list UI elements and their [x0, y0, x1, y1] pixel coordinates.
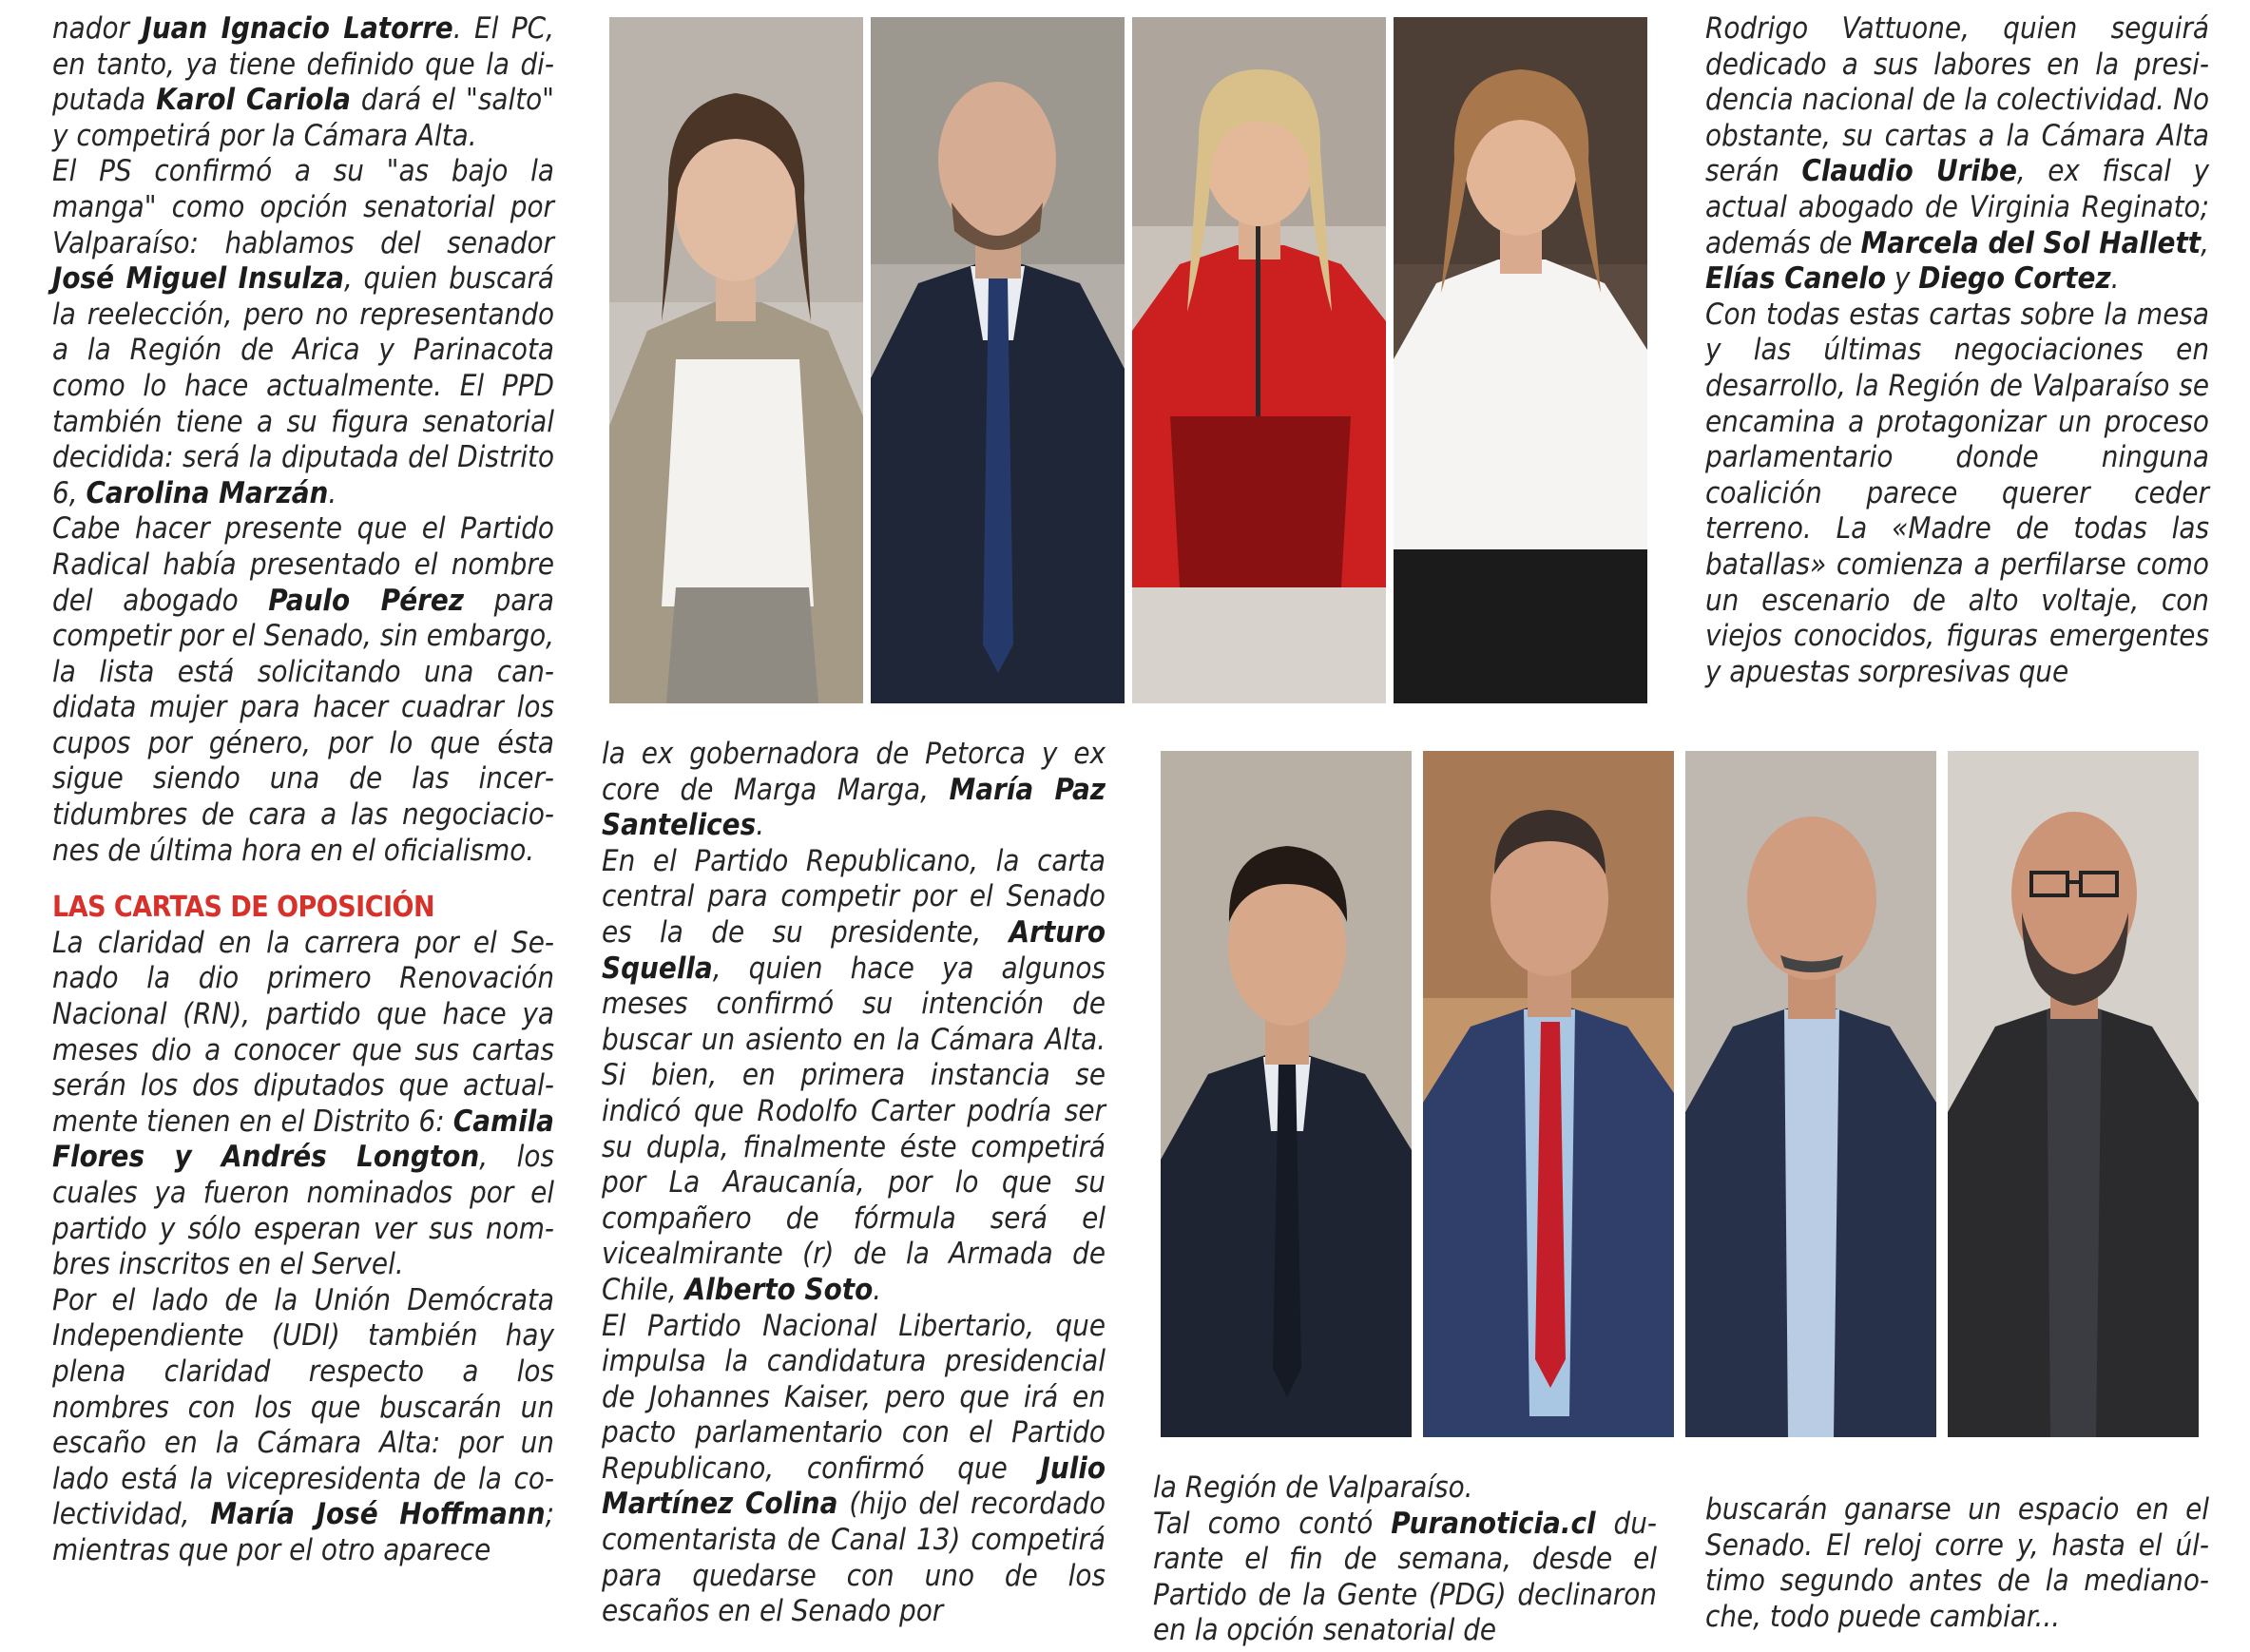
bold-name: Julio Martínez Colina	[602, 1450, 1106, 1522]
bold-name: José Miguel Insulza	[52, 261, 344, 297]
article-column-3	[1153, 1470, 1657, 1649]
article-column-4	[1705, 11, 2209, 690]
col3-paragraph-2: Tal como contó Puranoticia.cl durante el fin de semana, desde el Partido de la Gente (PDG) declinaron en la opción senatorial de	[1153, 1506, 1657, 1648]
bold-name: Diego Cortez	[1918, 261, 2111, 297]
bold-name: María Paz Santelices	[602, 772, 1106, 843]
bold-name: Puranoticia.cl	[1391, 1506, 1596, 1541]
col1-paragraph-1: nador Juan Ignacio Latorre. El PC, en tanto, ya tiene definido que la diputada Karol Cariola dará el "salto" y competirá por la Cámara Alta.	[52, 11, 555, 153]
col2-paragraph-1: la ex gobernadora de Petorca y ex core de Marga Marga, María Paz Santelices.	[602, 737, 1106, 843]
col5-paragraph-1: buscarán ganarse un espacio en el Senado. El reloj corre y, hasta el último segundo antes de la medianoche, todo puede cambiar...	[1705, 1492, 2209, 1634]
section-heading: LAS CARTAS DE OPOSICIÓN	[52, 891, 435, 925]
col1-paragraph-3: Cabe hacer presente que el Partido Radical había presentado el nombre del abogado Paulo Pérez para competir por el Senado, sin embargo, la lista está solicitando una candidata mujer para hacer cuadrar los cupos por género, por lo que ésta sigue siendo una de las incertidumbres de cara a las negociaciones de última hora en el oficialismo.	[52, 511, 554, 868]
article-column-2	[602, 737, 1106, 1630]
candidate-photo-1	[609, 17, 863, 703]
col4-paragraph-1: Rodrigo Vattuone, quien seguirá dedicado a sus labores en la presidencia nacional de la colectividad. No obstante, su cartas a la Cámara Alta serán Claudio Uribe, ex fiscal y actual abogado de Virginia Reginato; además de Marcela del Sol Hallett, Elías Canelo y Diego Cortez.	[1705, 11, 2209, 297]
col2-paragraph-3: El Partido Nacional Libertario, que impulsa la candidatura presidencial de Johannes Kaiser, pero que irá en pacto parlamentario con el Partido Republicano, confirmó que Julio Martínez Colina (hijo del recordado comentarista de Canal 13) competirá para quedarse con uno de los escaños en el Senado por	[602, 1308, 1106, 1629]
candidate-photo-8	[1948, 751, 2199, 1437]
candidate-photo-2	[871, 17, 1125, 703]
bold-name: Marcela del Sol Hallett	[1860, 225, 2202, 260]
article-column-1	[52, 11, 554, 1569]
bold-name: Camila Flores y Andrés Longton	[52, 1104, 554, 1175]
bold-name: Claudio Uribe	[1801, 154, 2017, 189]
candidate-photo-4	[1394, 17, 1647, 703]
candidate-photo-5	[1161, 751, 1412, 1437]
bold-name: Paulo Pérez	[268, 583, 465, 618]
bold-name: Elías Canelo	[1705, 261, 1887, 297]
bold-name: Arturo Squella	[602, 914, 1106, 986]
bold-name: Juan Ignacio Latorre	[142, 11, 453, 46]
bold-name: Alberto Soto	[684, 1272, 874, 1307]
col2-paragraph-2: En el Partido Republicano, la carta central para competir por el Senado es la de su presidente, Arturo Squella, quien hace ya algunos meses confirmó su intención de buscar un asiento en la Cámara Alta. Si bien, en primera instancia se indicó que Rodolfo Carter podría ser su dupla, finalmente éste competirá por La Araucanía, por lo que su compañero de fórmula será el vicealmirante (r) de la Armada de Chile, Alberto Soto.	[602, 843, 1106, 1307]
col1-paragraph-2: El PS confirmó a su "as bajo la manga" como opción senatorial por Valparaíso: hablamos del senador José Miguel Insulza, quien buscará la reelección, pero no representando a la Región de Arica y Parinacota como lo hace actualmente. El PPD también tiene a su figura senatorial decidida: será la diputada del Distrito 6, Carolina Marzán.	[52, 154, 554, 510]
bold-name: Karol Cariola	[156, 83, 351, 118]
candidate-photo-3	[1132, 17, 1386, 703]
bold-name: María José Hoffmann	[210, 1497, 546, 1532]
candidate-photo-7	[1685, 751, 1936, 1437]
col3-paragraph-1: la Región de Valparaíso.	[1153, 1470, 1473, 1505]
candidate-photo-6	[1423, 751, 1674, 1437]
col4-paragraph-2: Con todas estas cartas sobre la mesa y las últimas negociaciones en desarrollo, la Región de Valparaíso se encamina a protagonizar un proceso parlamentario donde ninguna coalición parece querer ceder terreno. La «Madre de todas las batallas» comienza a perfilarse como un escenario de alto voltaje, con viejos conocidos, figuras emergentes y apuestas sorpresivas que	[1705, 297, 2209, 689]
bold-name: Carolina Marzán	[86, 475, 329, 510]
col1-paragraph-5: Por el lado de la Unión Demócrata Independiente (UDI) también hay plena claridad respecto a los nombres con los que buscarán un escaño en la Cámara Alta: por un lado está la vicepresidenta de la colectividad, María José Hoffmann; mientras que por el otro aparece	[52, 1282, 554, 1567]
col1-paragraph-4: La claridad en la carrera por el Senado la dio primero Renovación Nacional (RN), partido que hace ya meses dio a conocer que sus cartas serán los dos diputados que actualmente tienen en el Distrito 6: Camila Flores y Andrés Longton, los cuales ya fueron nominados por el partido y sólo esperan ver sus nombres inscritos en el Servel.	[52, 925, 554, 1282]
article-column-5	[1705, 1492, 2209, 1635]
